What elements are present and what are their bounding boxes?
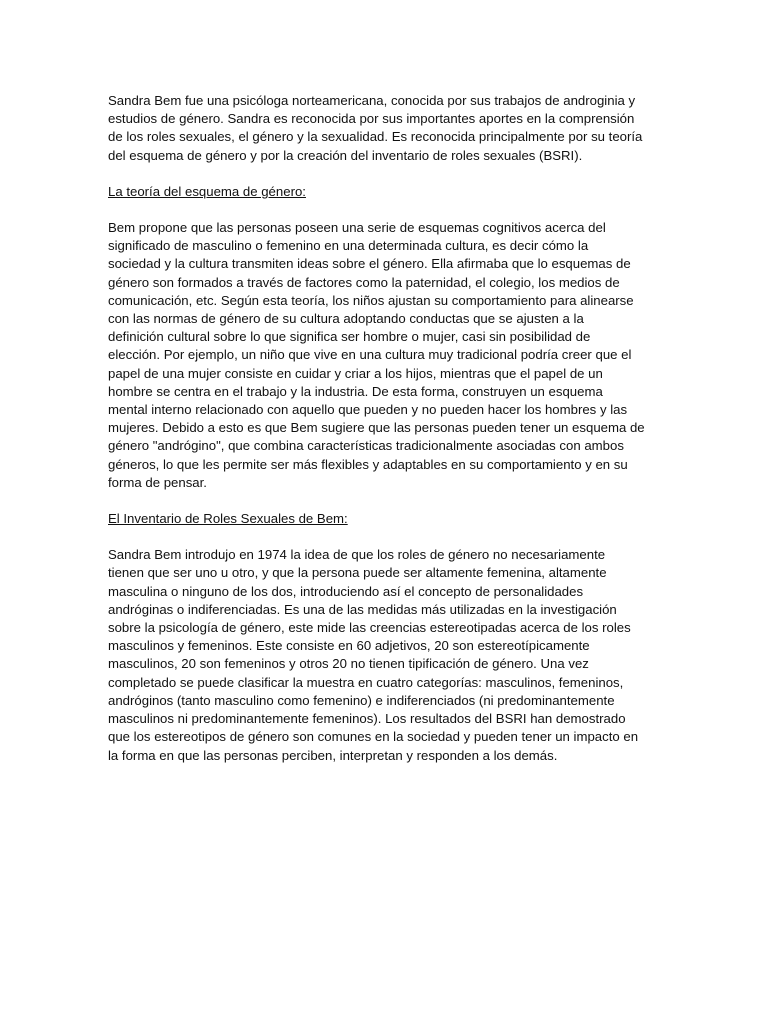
section-heading-bsri: El Inventario de Roles Sexuales de Bem: xyxy=(108,511,348,527)
document-page xyxy=(108,92,660,783)
bsri-paragraph: Sandra Bem introdujo en 1974 la idea de que los roles de género no necesariamente tienen que ser uno u otro, y que la persona puede ser altamente femenina, altamente masculina o ninguno de los dos, introduciendo así el concepto de personalidades andróginas o indiferenciadas. Es una de las medidas más utilizadas en la investigación sobre la psicología de género, este mide las creencias estereotipadas acerca de los roles masculinos y femeninos. Este consiste en 60 adjetivos, 20 son estereotípicamente masculinos, 20 son femeninos y otros 20 no tienen tipificación de género. Una vez completado se puede clasificar la muestra en cuatro categorías: masculinos, femeninos, andróginos (tanto masculino como femenino) e indiferenciados (ni predominantemente masculinos ni predominantemente femeninos). Los resultados del BSRI han demostrado que los estereotipos de género son comunes en la sociedad y pueden tener un impacto en la forma en que las personas perciben, interpretan y responden a los demás. xyxy=(108,547,639,763)
section-heading-schema-theory: La teoría del esquema de género: xyxy=(108,183,306,199)
schema-theory-paragraph: Bem propone que las personas poseen una serie de esquemas cognitivos acerca del significado de masculino o femenino en una determinada cultura, es decir cómo la sociedad y la cultura transmiten ideas sobre el género. Ella afirmaba que lo esquemas de género son formados a través de factores como la paternidad, el colegio, los medios de comunicación, etc. Según esta teoría, los niños ajustan su comportamiento para alinearse con las normas de género de su cultura adoptando conductas que se ajusten a la definición cultural sobre lo que significa ser hombre o mujer, casi sin posibilidad de elección. Por ejemplo, un niño que vive en una cultura muy tradicional podría creer que el papel de una mujer consiste en cuidar y criar a los hijos, mientras que el papel de un hombre se centra en el trabajo y la industria. De esta forma, construyen un esquema mental interno relacionado con aquello que pueden y no pueden hacer los hombres y las mujeres. Debido a esto es que Bem sugiere que las personas pueden tener un esquema de género "andrógino", que combina características tradicionalmente asociadas con ambos géneros, lo que les permite ser más flexibles y adaptables en su comportamiento y en su forma de pensar. xyxy=(108,220,645,490)
intro-paragraph: Sandra Bem fue una psicóloga norteamericana, conocida por sus trabajos de androginia y estudios de género. Sandra es reconocida por sus importantes aportes en la comprensión de los roles sexuales, el género y la sexualidad. Es reconocida principalmente por su teoría del esquema de género y por la creación del inventario de roles sexuales (BSRI). xyxy=(108,93,643,163)
